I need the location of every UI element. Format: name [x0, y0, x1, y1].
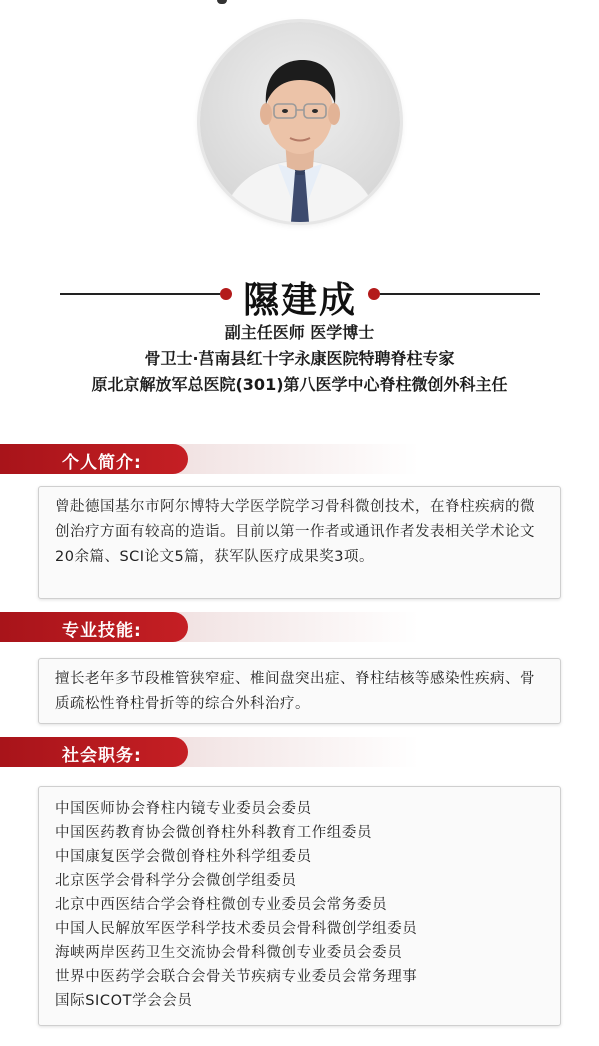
title-line-2: 骨卫士·莒南县红十字永康医院特聘脊柱专家	[144, 349, 455, 368]
name-divider-right	[380, 293, 540, 295]
doctor-portrait	[200, 22, 400, 222]
doctor-titles	[0, 320, 599, 398]
skills-heading: 专业技能:	[62, 621, 142, 641]
name-header	[60, 268, 540, 321]
top-decoration	[217, 0, 227, 4]
list-item: 中国康复医学会微创脊柱外科学组委员	[55, 849, 312, 865]
list-item: 北京医学会骨科学分会微创学组委员	[55, 873, 297, 889]
intro-text: 曾赴德国基尔市阿尔博特大学医学院学习骨科微创技术，在脊柱疾病的微创治疗方面有较高的造诣。目前以第一作者或通讯作者发表相关学术论文20余篇、SCI论文5篇，获军队医疗成果奖3项。	[55, 499, 535, 565]
title-line-3: 原北京解放军总医院(301)第八医学中心脊柱微创外科主任	[91, 375, 508, 394]
skills-card	[38, 658, 561, 724]
list-item: 北京中西医结合学会脊柱微创专业委员会常务委员	[55, 897, 388, 913]
duties-card	[38, 786, 561, 1026]
intro-heading-tab	[0, 444, 188, 474]
skills-text: 擅长老年多节段椎管狭窄症、椎间盘突出症、脊柱结核等感染性疾病、骨质疏松性脊柱骨折等的综合外科治疗。	[55, 671, 535, 712]
skills-heading-tab	[0, 612, 188, 642]
name-divider-left	[60, 293, 220, 295]
intro-heading: 个人简介:	[62, 453, 142, 473]
list-item: 世界中医药学会联合会骨关节疾病专业委员会常务理事	[55, 969, 418, 985]
list-item: 海峡两岸医药卫生交流协会骨科微创专业委员会委员	[55, 945, 403, 961]
portrait-illustration	[200, 22, 400, 222]
duties-heading: 社会职务:	[62, 746, 142, 766]
name-dot-right	[368, 288, 380, 300]
list-item: 国际SICOT学会会员	[55, 993, 193, 1009]
list-item: 中国医师协会脊柱内镜专业委员会委员	[55, 801, 312, 817]
list-item: 中国医药教育协会微创脊柱外科教育工作组委员	[55, 825, 373, 841]
list-item: 中国人民解放军医学科学技术委员会骨科微创学组委员	[55, 921, 418, 937]
doctor-name: 隰建成	[242, 280, 357, 321]
title-line-1: 副主任医师 医学博士	[224, 323, 375, 342]
duties-heading-tab	[0, 737, 188, 767]
intro-card	[38, 486, 561, 599]
